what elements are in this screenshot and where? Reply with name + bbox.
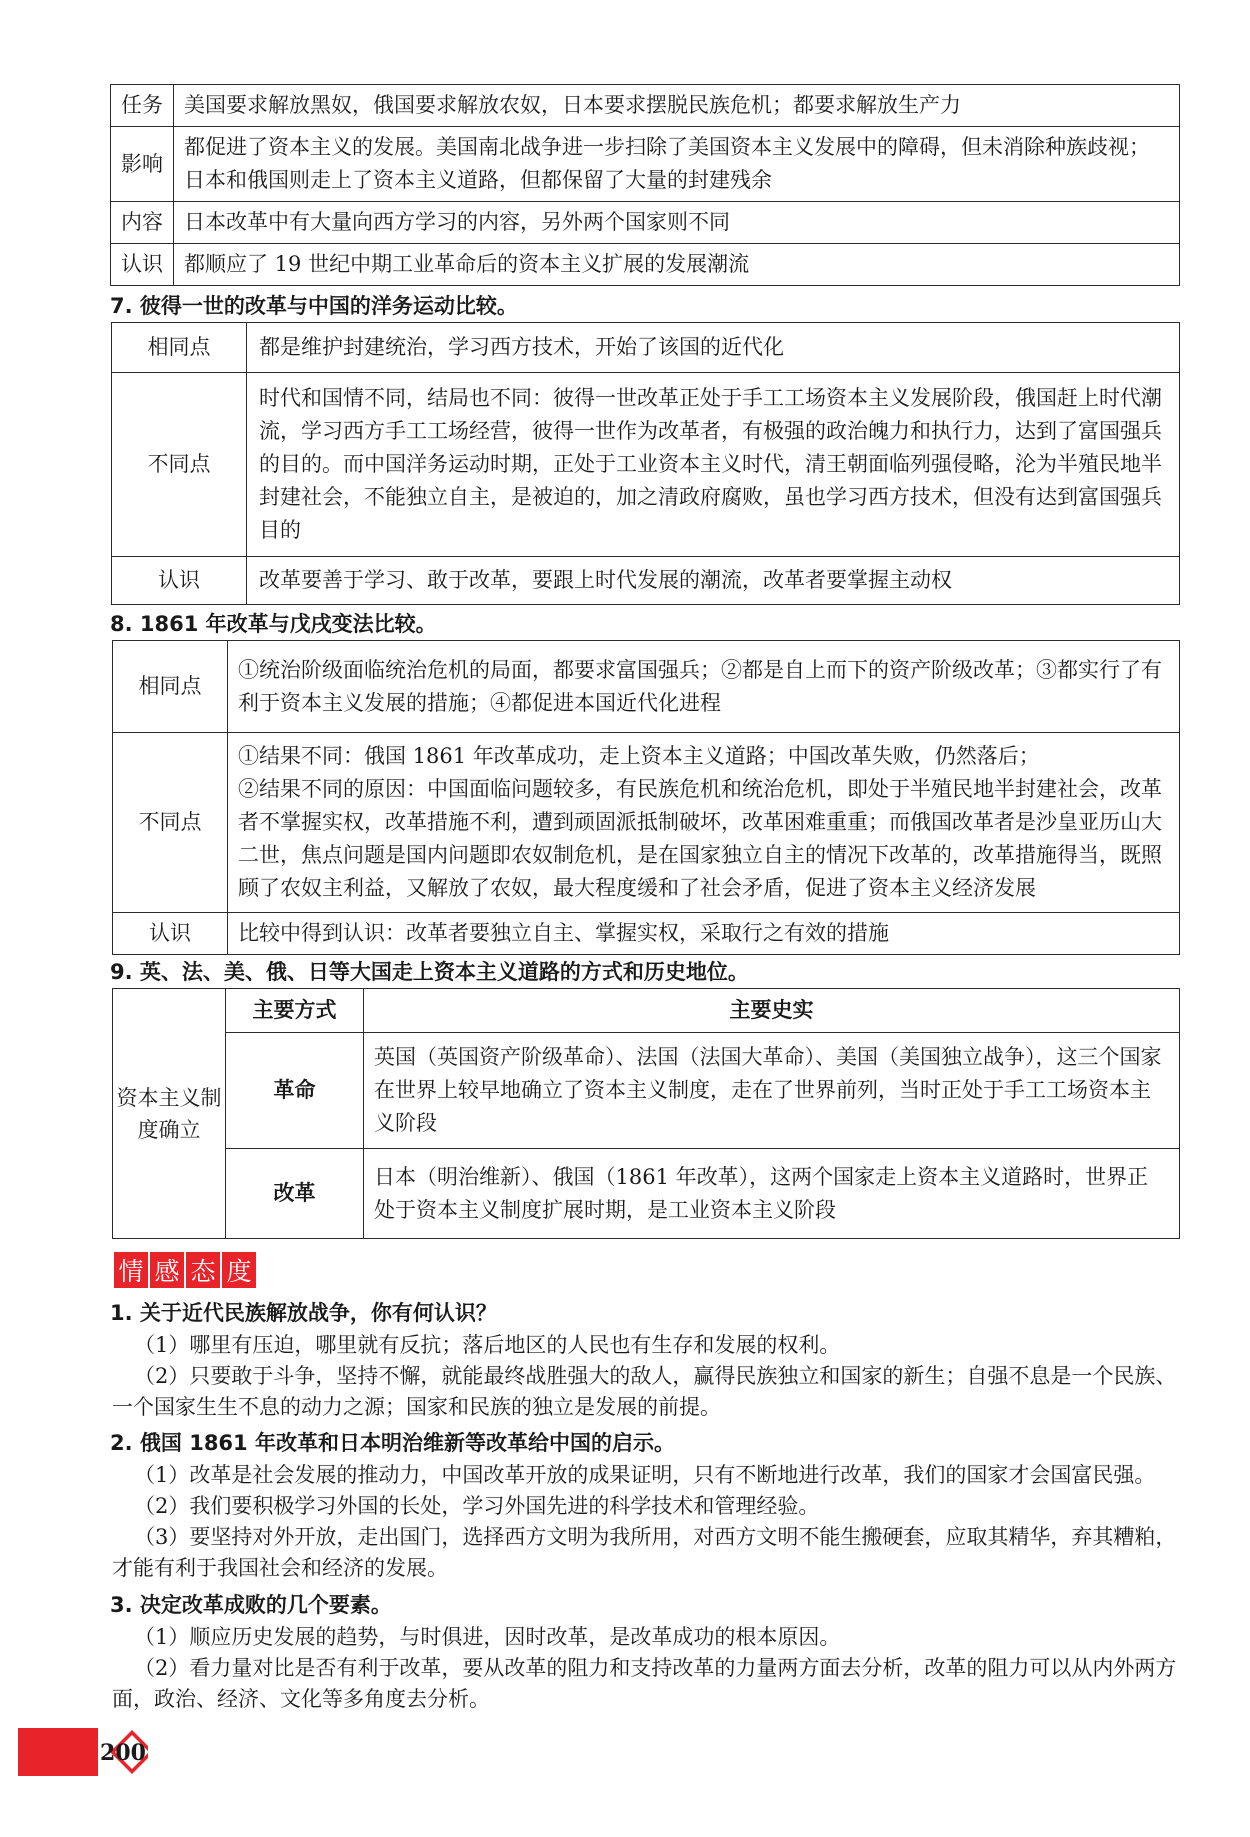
question-1-point-2: （2）只要敢于斗争，坚持不懈，就能最终战胜强大的敌人，赢得民族独立和国家的新生；自强不息是一个民族、一个国家生生不息的动力之源；国家和民族的独立是发展的前提。 (112, 1364, 1177, 1419)
row-text: 时代和国情不同，结局也不同：彼得一世改革正处于手工工场资本主义发展阶段，俄国赶上时代潮流，学习西方手工工场经营，彼得一世作为改革者，有极强的政治魄力和执行力，达到了富国强兵的目的。而中国洋务运动时期，正处于工业资本主义时代，清王朝面临列强侵略，沦为半殖民地半封建社会，不能独立自主，是被迫的，加之清政府腐败，虽也学习西方技术，但没有达到富国强兵目的 (247, 373, 1180, 557)
column-header-method: 主要方式 (226, 989, 364, 1033)
question-3-point-1: （1）顺应历史发展的趋势，与时俱进，因时改革，是改革成功的根本原因。 (134, 1625, 841, 1649)
row-text: 都是维护封建统治，学习西方技术，开始了该国的近代化 (247, 323, 1180, 373)
comparison-table-1861 (112, 640, 1180, 955)
section-8-heading: 8. 1861 年改革与戊戌变法比较。 (110, 612, 437, 636)
question-2-point-1: （1）改革是社会发展的推动力，中国改革开放的成果证明，只有不断地进行改革，我们的国家才会国富民强。 (134, 1463, 1156, 1487)
row-label: 内容 (111, 202, 174, 244)
method-cell: 改革 (226, 1149, 364, 1239)
question-2-heading: 2. 俄国 1861 年改革和日本明治维新等改革给中国的启示。 (110, 1431, 675, 1455)
section-7-heading: 7. 彼得一世的改革与中国的洋务运动比较。 (110, 294, 518, 318)
page-number: 200 (100, 1740, 146, 1766)
question-2-point-3: （3）要坚持对外开放，走出国门，选择西方文明为我所用，对西方文明不能生搬硬套，应取其精华，弃其糟粕，才能有利于我国社会和经济的发展。 (112, 1525, 1177, 1580)
row-text: 都顺应了 19 世纪中期工业革命后的资本主义扩展的发展潮流 (174, 244, 1180, 286)
row-text-part-2: ②结果不同的原因：中国面临问题较多，有民族危机和统治危机，即处于半殖民地半封建社会，改革者不掌握实权，改革措施不利，遭到顽固派抵制破坏，改革困难重重；而俄国改革者是沙皇亚历山大二世，焦点问题是国内问题即农奴制危机，是在国家独立自主的情况下改革的，改革措施得当，既照顾了农奴主利益，又解放了农奴，最大程度缓和了社会矛盾，促进了资本主义经济发展 (238, 777, 1162, 900)
row-label: 不同点 (113, 733, 228, 913)
row-text (228, 733, 1180, 913)
row-label: 认识 (111, 244, 174, 286)
row-label: 认识 (113, 913, 228, 955)
comparison-table-peter (111, 322, 1180, 605)
row-text: 日本改革中有大量向西方学习的内容，另外两个国家则不同 (174, 202, 1180, 244)
row-text: 改革要善于学习、敢于改革，要跟上时代发展的潮流，改革者要掌握主动权 (247, 557, 1180, 605)
comparison-table-top (110, 84, 1180, 286)
row-label: 认识 (112, 557, 247, 605)
column-header-facts: 主要史实 (364, 989, 1180, 1033)
section-badge (114, 1252, 256, 1288)
badge-char: 情 (114, 1252, 148, 1288)
question-3-heading: 3. 决定改革成败的几个要素。 (110, 1593, 392, 1617)
fact-cell: 英国（英国资产阶级革命）、法国（法国大革命）、美国（美国独立战争），这三个国家在世界上较早地确立了资本主义制度，走在了世界前列，当时正处于手工工场资本主义阶段 (364, 1033, 1180, 1149)
page-number-badge (18, 1722, 148, 1782)
row-label: 相同点 (113, 641, 228, 733)
question-1-heading: 1. 关于近代民族解放战争，你有何认识？ (110, 1301, 497, 1325)
row-text: 都促进了资本主义的发展。美国南北战争进一步扫除了美国资本主义发展中的障碍，但未消除种族歧视；日本和俄国则走上了资本主义道路，但都保留了大量的封建残余 (174, 127, 1180, 202)
row-text: ①统治阶级面临统治危机的局面，都要求富国强兵；②都是自上而下的资产阶级改革；③都实行了有利于资本主义发展的措施；④都促进本国近代化进程 (228, 641, 1180, 733)
capitalism-path-table (112, 988, 1180, 1239)
question-3-point-2: （2）看力量对比是否有利于改革，要从改革的阻力和支持改革的力量两方面去分析，改革的阻力可以从内外两方面，政治、经济、文化等多角度去分析。 (112, 1656, 1177, 1711)
question-1-point-1: （1）哪里有压迫，哪里就有反抗；落后地区的人民也有生存和发展的权利。 (134, 1333, 841, 1357)
row-text: 美国要求解放黑奴，俄国要求解放农奴，日本要求摆脱民族危机；都要求解放生产力 (174, 85, 1180, 127)
fact-cell: 日本（明治维新）、俄国（1861 年改革），这两个国家走上资本主义道路时，世界正处于资本主义制度扩展时期，是工业资本主义阶段 (364, 1149, 1180, 1239)
row-label: 不同点 (112, 373, 247, 557)
row-text-part-1: ①结果不同：俄国 1861 年改革成功，走上资本主义道路；中国改革失败，仍然落后； (238, 744, 1040, 768)
row-text: 比较中得到认识：改革者要独立自主、掌握实权，采取行之有效的措施 (228, 913, 1180, 955)
badge-char: 度 (222, 1252, 256, 1288)
row-label: 相同点 (112, 323, 247, 373)
row-label: 影响 (111, 127, 174, 202)
section-9-heading: 9. 英、法、美、俄、日等大国走上资本主义道路的方式和历史地位。 (110, 960, 749, 984)
method-cell: 革命 (226, 1033, 364, 1149)
row-group-label: 资本主义制度确立 (113, 989, 226, 1239)
row-label: 任务 (111, 85, 174, 127)
badge-char: 态 (186, 1252, 220, 1288)
question-2-point-2: （2）我们要积极学习外国的长处，学习外国先进的科学技术和管理经验。 (134, 1494, 820, 1518)
badge-char: 感 (150, 1252, 184, 1288)
